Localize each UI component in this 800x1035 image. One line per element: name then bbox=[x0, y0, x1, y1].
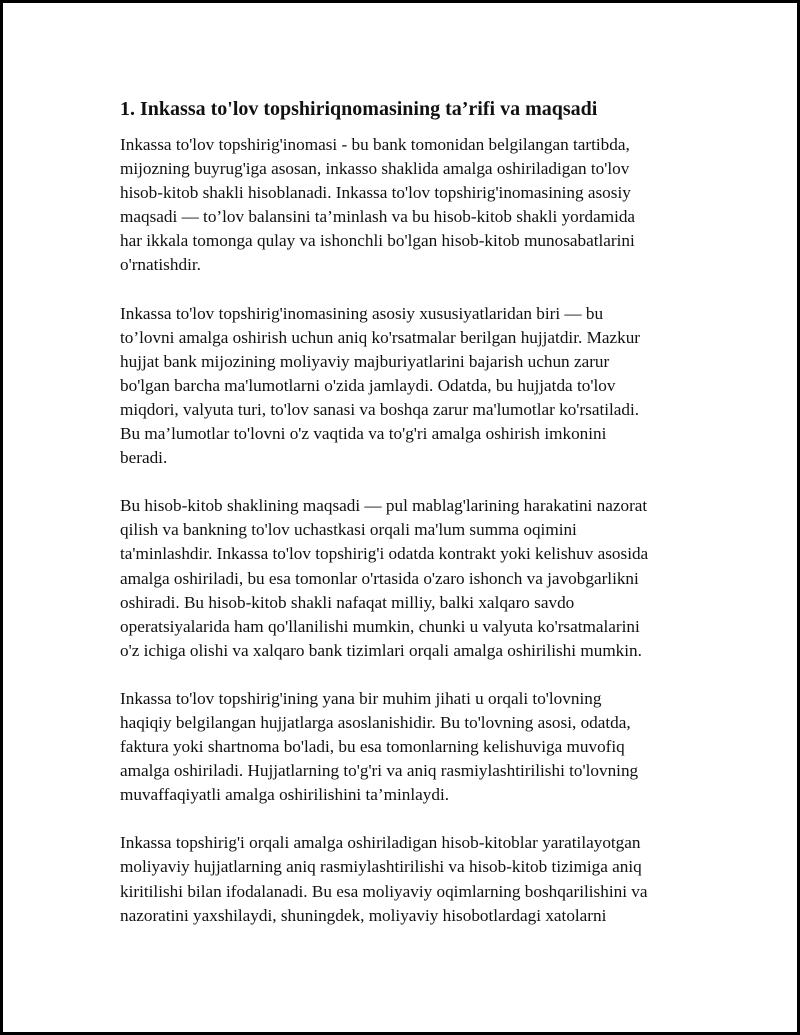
text-line: hisob-kitob shakli hisoblanadi. Inkassa to'lov topshirig'inomasining asosiy bbox=[120, 183, 631, 203]
text-line: Inkassa to'lov topshirig'ining yana bir muhim jihati u orqali to'lovning bbox=[120, 688, 602, 708]
text-line: Bu ma’lumotlar to'lovni o'z vaqtida va to'g'ri amalga oshirish imkonini bbox=[120, 424, 607, 444]
text-line: Bu hisob-kitob shaklining maqsadi — pul mablag'larining harakatini nazorat bbox=[120, 496, 648, 516]
text-line: nazoratini yaxshilaydi, shuningdek, moliyaviy hisobotlardagi xatolarni bbox=[120, 905, 607, 925]
text-line: kiritilishi bilan ifodalanadi. Bu esa moliyaviy oqimlarning boshqarilishini va bbox=[120, 881, 648, 901]
text-line: Inkassa topshirig'i orqali amalga oshiriladigan hisob-kitoblar yaratilayotgan bbox=[120, 833, 641, 853]
paragraph-1 bbox=[120, 133, 700, 278]
text-line: o'z ichiga olishi va xalqaro bank tizimlari orqali amalga oshirilishi mumkin. bbox=[120, 640, 642, 660]
text-line: miqdori, valyuta turi, to'lov sanasi va boshqa zarur ma'lumotlar ko'rsatiladi. bbox=[120, 399, 640, 419]
text-line: haqiqiy belgilangan hujjatlarga asoslanishidir. Bu to'lovning asosi, odatda, bbox=[120, 712, 631, 732]
text-line: to’lovni amalga oshirish uchun aniq ko'rsatmalar berilgan hujjatdir. Mazkur bbox=[120, 327, 641, 347]
section-heading: 1. Inkassa to'lov topshiriqnomasining ta’rifi va maqsadi bbox=[120, 98, 598, 120]
text-line: o'rnatishdir. bbox=[120, 255, 201, 275]
text-line: oshiradi. Bu hisob-kitob shakli nafaqat milliy, balki xalqaro savdo bbox=[120, 592, 575, 612]
text-line: qilish va bankning to'lov uchastkasi orqali ma'lum summa oqimini bbox=[120, 520, 577, 540]
text-line: beradi. bbox=[120, 448, 168, 468]
text-line: har ikkala tomonga qulay va ishonchli bo'lgan hisob-kitob munosabatlarini bbox=[120, 231, 635, 251]
text-line: muvaffaqiyatli amalga oshirilishini ta’minlaydi. bbox=[120, 785, 450, 805]
text-line: mijozning buyrug'iga asosan, inkasso shaklida amalga oshiriladigan to'lov bbox=[120, 159, 630, 179]
text-line: bo'lgan barcha ma'lumotlarni o'zida jamlaydi. Odatda, bu hujjatda to'lov bbox=[120, 375, 616, 395]
text-line: amalga oshiriladi, bu esa tomonlar o'rtasida o'zaro ishonch va javobgarlikni bbox=[120, 568, 639, 588]
text-line: amalga oshiriladi. Hujjatlarning to'g'ri va aniq rasmiylashtirilishi to'lovning bbox=[120, 761, 639, 781]
paragraph-5 bbox=[120, 831, 700, 927]
text-line: moliyaviy hujjatlarning aniq rasmiylashtirilishi va hisob-kitob tizimiga aniq bbox=[120, 857, 642, 877]
paragraph-3 bbox=[120, 494, 700, 663]
paragraph-2 bbox=[120, 302, 700, 471]
document-body bbox=[120, 95, 700, 952]
text-line: operatsiyalarida ham qo'llanilishi mumkin, chunki u valyuta ko'rsatmalarini bbox=[120, 616, 640, 636]
text-line: hujjat bank mijozining moliyaviy majburiyatlarini bajarish uchun zarur bbox=[120, 351, 610, 371]
text-line: ta'minlashdir. Inkassa to'lov topshirig'i odatda kontrakt yoki kelishuv asosida bbox=[120, 544, 649, 564]
paragraph-4 bbox=[120, 687, 700, 807]
text-line: faktura yoki shartnoma bo'ladi, bu esa tomonlarning kelishuviga muvofiq bbox=[120, 737, 625, 757]
text-line: Inkassa to'lov topshirig'inomasining asosiy xususiyatlaridan biri — bu bbox=[120, 303, 604, 323]
text-line: Inkassa to'lov topshirig'inomasi - bu bank tomonidan belgilangan tartibda, bbox=[120, 135, 630, 154]
text-line: maqsadi — to’lov balansini ta’minlash va bu hisob-kitob shakli yordamida bbox=[120, 207, 636, 227]
